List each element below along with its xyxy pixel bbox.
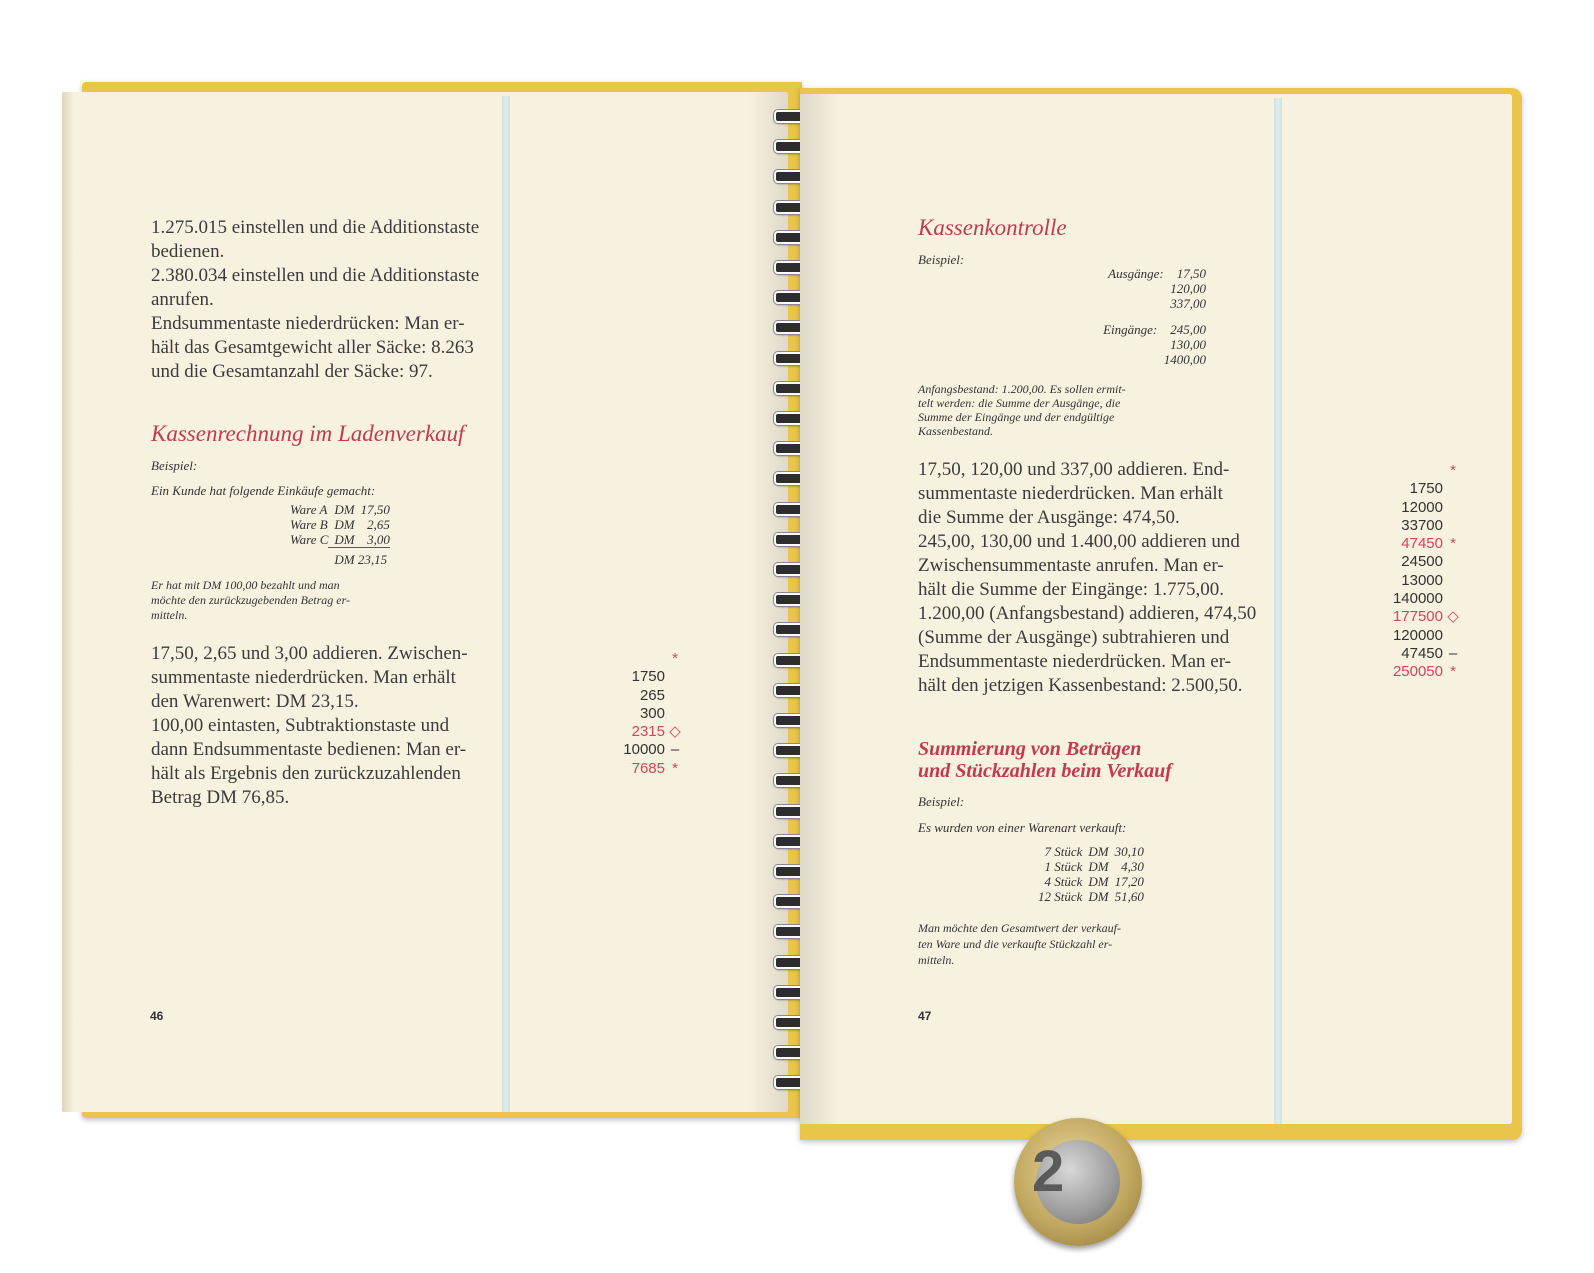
paragraph-intro: 1.275.015 einstellen und die Additionstaste bedienen. 2.380.034 einstellen und die Additionstaste anrufen. Endsummentaste niederdrücken: Man er- hält das Gesamtgewicht aller Säcke: 8.263 und die Gesamtanzahl der Säcke: 97. bbox=[151, 217, 480, 382]
tape-symbol: – bbox=[670, 741, 680, 759]
stueck-items bbox=[1032, 844, 1144, 904]
tape-value: 1750 bbox=[631, 668, 665, 686]
tape-value: 120000 bbox=[1392, 626, 1443, 644]
tape-symbol: ◇ bbox=[1447, 608, 1459, 626]
tape-line bbox=[1340, 590, 1460, 608]
tape-value: 140000 bbox=[1392, 590, 1443, 608]
paragraph-solution: 17,50, 2,65 und 3,00 addieren. Zwischen- summentaste niederdrücken. Man erhält den Warenwert: DM 23,15. 100,00 eintasten, Subtraktionstaste und dann Endsummentaste bedienen: Man er- hält als Ergebnis den zurückzuzahlenden Betrag DM 76,85. bbox=[151, 643, 468, 808]
page-47 bbox=[800, 94, 1512, 1124]
tape-value: 177500 bbox=[1392, 608, 1443, 626]
tape-symbol: * bbox=[1450, 535, 1456, 553]
calculator-tape-left bbox=[582, 650, 682, 778]
stueck-row: 12 Stück DM 51,60 bbox=[1038, 889, 1144, 904]
tape-line bbox=[582, 741, 682, 759]
item-row: Ware B DM 2,65 bbox=[290, 517, 390, 532]
tape-value: 24500 bbox=[1401, 553, 1443, 571]
tape-value: 12000 bbox=[1401, 498, 1443, 516]
tape-value: 47450 bbox=[1401, 535, 1443, 553]
example-intro: Es wurden von einer Warenart verkauft: bbox=[918, 820, 1127, 835]
tape-line bbox=[1340, 608, 1460, 626]
stueck-row: 1 Stück DM 4,30 bbox=[1044, 859, 1144, 874]
tape-line bbox=[1340, 645, 1460, 663]
tape-line bbox=[1340, 663, 1460, 681]
tape-line bbox=[582, 723, 682, 741]
tape-value: 33700 bbox=[1401, 516, 1443, 534]
tape-symbol: * bbox=[1450, 462, 1456, 479]
stueck-row: 4 Stück DM 17,20 bbox=[1044, 874, 1144, 889]
tape-value: 13000 bbox=[1401, 571, 1443, 589]
beispiel-label: Beispiel: bbox=[918, 794, 965, 809]
tape-line bbox=[1340, 462, 1460, 480]
eingaenge-block: Eingänge: 245,00 130,00 1400,00 bbox=[1103, 322, 1206, 367]
purchase-items bbox=[284, 502, 390, 567]
example-note: Er hat mit DM 100,00 bezahlt und man möchte den zurückzugebenden Betrag er- mitteln. bbox=[151, 578, 351, 622]
tape-line bbox=[1340, 572, 1460, 590]
tape-value: 265 bbox=[639, 686, 665, 704]
beispiel-label: Beispiel: bbox=[151, 458, 198, 473]
page-number: 47 bbox=[918, 1009, 932, 1023]
page-46 bbox=[62, 92, 788, 1112]
tape-symbol: ◇ bbox=[669, 723, 681, 741]
tape-line bbox=[1340, 553, 1460, 571]
section-heading-kassenkontrolle: Kassenkontrolle bbox=[918, 215, 1067, 240]
paragraph-solution: 17,50, 120,00 und 337,00 addieren. End- summentaste niederdrücken. Man erhält die Summe der Ausgänge: 474,50. 245,00, 130,00 und 1.400,00 addieren und Zwischensummentaste anrufen. Man er- hält die Summe der Eingänge: 1.775,00. 1.200,00 (Anfangsbestand) addieren, 474,50 (Summe der Ausgänge) subtrahieren und Endsummentaste niederdrücken. Man er- hält den jetzigen Kassenbestand: 2.500,50. bbox=[918, 459, 1257, 696]
section-heading-summierung: Summierung von Beträgen und Stückzahlen beim Verkauf bbox=[918, 738, 1172, 782]
tape-symbol: * bbox=[672, 650, 678, 667]
example-note: Anfangsbestand: 1.200,00. Es sollen ermit- telt werden: die Summe der Ausgänge, die Summe der Eingänge und der endgültige Kassenbestand. bbox=[918, 382, 1126, 438]
item-row: Ware A DM 17,50 bbox=[290, 502, 390, 517]
tape-value: 10000 bbox=[623, 741, 665, 759]
tape-line bbox=[582, 650, 682, 668]
tape-value: 7685 bbox=[631, 759, 665, 777]
euro-coin bbox=[1014, 1118, 1142, 1246]
ausgaenge-block: Ausgänge: 17,50 120,00 337,00 bbox=[1108, 266, 1206, 311]
tape-line bbox=[1340, 499, 1460, 517]
tape-value: 2315 bbox=[631, 723, 665, 741]
tape-line bbox=[1340, 517, 1460, 535]
tape-value: 47450 bbox=[1401, 644, 1443, 662]
page-number: 46 bbox=[150, 1009, 164, 1023]
tape-value: 1750 bbox=[1409, 480, 1443, 498]
example-note: Man möchte den Gesamtwert der verkauf- ten Ware und die verkaufte Stückzahl er- mitteln. bbox=[918, 921, 1121, 967]
stueck-row: 7 Stück DM 30,10 bbox=[1044, 844, 1144, 859]
tape-line bbox=[582, 760, 682, 778]
tape-symbol: * bbox=[672, 759, 678, 777]
coin-denomination: 2 bbox=[1032, 1139, 1065, 1204]
tape-value: 300 bbox=[639, 704, 665, 722]
example-intro: Ein Kunde hat folgende Einkäufe gemacht: bbox=[151, 483, 376, 498]
tape-line bbox=[1340, 535, 1460, 553]
tape-line bbox=[582, 668, 682, 686]
tape-line bbox=[1340, 480, 1460, 498]
beispiel-label: Beispiel: bbox=[918, 252, 965, 267]
tape-line bbox=[582, 687, 682, 705]
tape-line bbox=[582, 705, 682, 723]
calculator-tape-right bbox=[1340, 462, 1460, 682]
section-heading: Kassenrechnung im Ladenverkauf bbox=[151, 421, 465, 446]
tape-value: 250050 bbox=[1392, 663, 1443, 681]
tape-symbol: – bbox=[1448, 644, 1458, 662]
tape-symbol: * bbox=[1450, 663, 1456, 681]
item-row: Ware C DM 3,00 bbox=[290, 532, 390, 548]
item-total: DM 23,15 bbox=[334, 552, 388, 567]
tape-line bbox=[1340, 627, 1460, 645]
